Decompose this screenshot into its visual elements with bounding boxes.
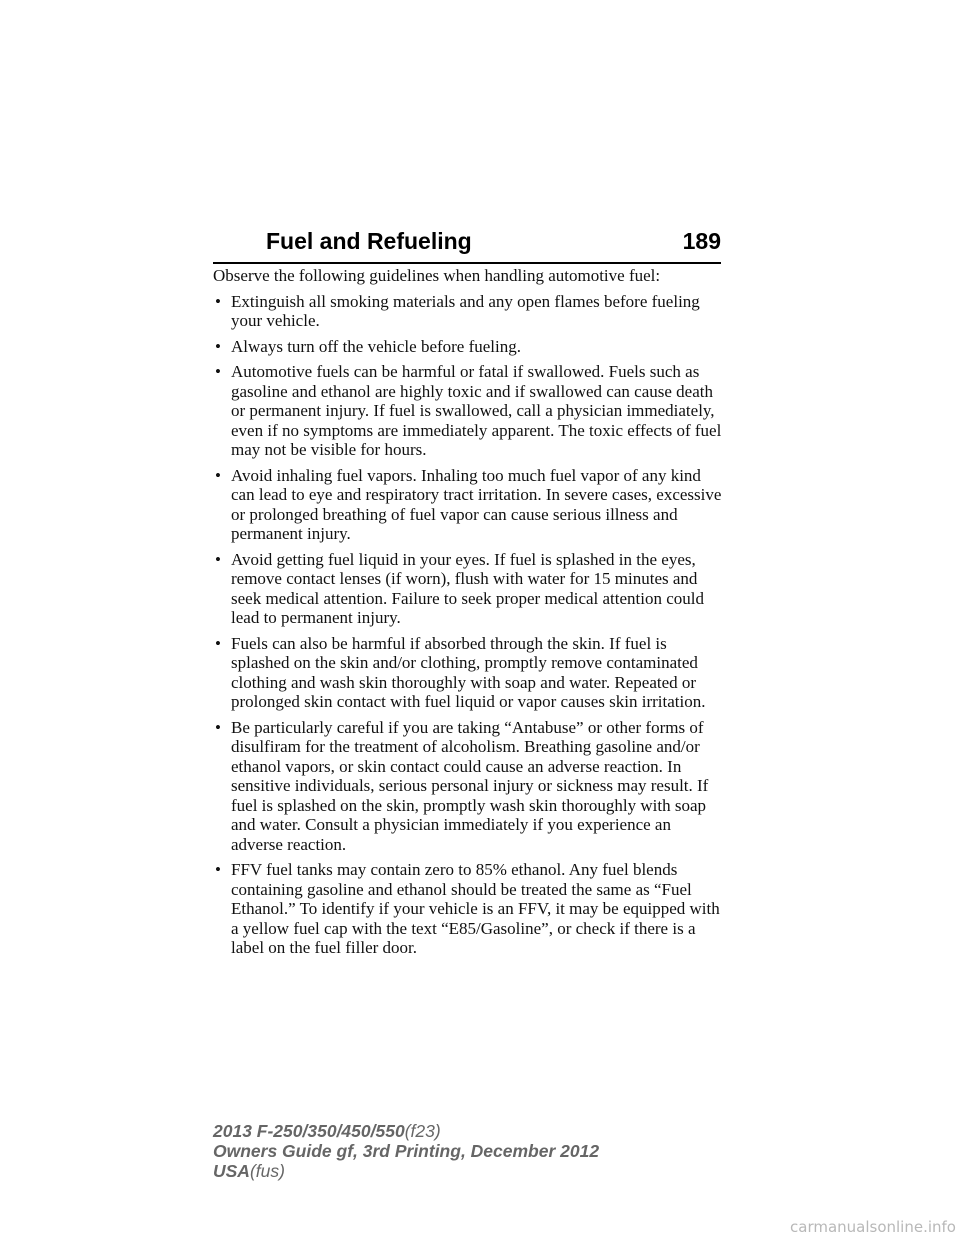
list-item-text: Avoid inhaling fuel vapors. Inhaling too much fuel vapor of any kind can lead to eye and respiratory tract irritation. In severe cases, excessive or prolonged breathing of fuel vapor can cause serious illness and permanent injury. xyxy=(231,465,722,543)
footer-market: USA xyxy=(213,1161,250,1181)
page-footer xyxy=(213,1121,599,1181)
intro-paragraph: Observe the following guidelines when handling automotive fuel: xyxy=(213,266,661,285)
list-item xyxy=(213,718,723,855)
watermark-text: carmanualsonline.info xyxy=(790,1218,956,1236)
list-item-text: Be particularly careful if you are taking “Antabuse” or other forms of disulfiram for the treatment of alcoholism. Breathing gasoline and/or ethanol vapors, or skin contact could cause an adverse reaction. In sensitive individuals, serious personal injury or sickness may result. If fuel is splashed on the skin, promptly wash skin thoroughly with soap and water. Consult a physician immediately if you experience an adverse reaction. xyxy=(231,717,709,854)
footer-model-code: (f23) xyxy=(404,1121,441,1141)
page-header xyxy=(213,226,721,260)
guidelines-list xyxy=(213,292,723,958)
footer-model: 2013 F-250/350/450/550 xyxy=(213,1121,405,1141)
list-item xyxy=(213,466,723,544)
section-title: Fuel and Refueling xyxy=(266,228,472,254)
list-item xyxy=(213,860,723,958)
list-item xyxy=(213,362,723,460)
list-item-text: FFV fuel tanks may contain zero to 85% ethanol. Any fuel blends containing gasoline and ethanol should be treated the same as “Fuel Ethanol.” To identify if your vehicle is an FFV, it may be equipped with a yellow fuel cap with the text “E85/Gasoline”, or check if there is a label on the fuel filler door. xyxy=(231,860,720,957)
footer-printing-line: Owners Guide gf, 3rd Printing, December 2012 xyxy=(213,1141,600,1161)
footer-market-line xyxy=(213,1161,599,1181)
bullet-icon: • xyxy=(215,860,221,879)
footer-market-code: (fus) xyxy=(249,1161,285,1181)
list-item-text: Always turn off the vehicle before fueling. xyxy=(231,336,522,356)
list-item xyxy=(213,550,723,628)
body-content xyxy=(213,266,723,964)
bullet-icon: • xyxy=(215,362,221,381)
list-item-text: Automotive fuels can be harmful or fatal if swallowed. Fuels such as gasoline and ethanol are highly toxic and if swallowed can cause death or permanent injury. If fuel is swallowed, call a physician immediately, even if no symptoms are immediately apparent. The toxic effects of fuel may not be visible for hours. xyxy=(231,362,722,459)
header-divider xyxy=(213,262,721,264)
bullet-icon: • xyxy=(215,465,221,485)
bullet-icon: • xyxy=(215,336,221,356)
list-item-text: Extinguish all smoking materials and any open flames before fueling your vehicle. xyxy=(231,291,700,330)
footer-model-line xyxy=(213,1121,599,1141)
bullet-icon: • xyxy=(215,633,221,653)
list-item xyxy=(213,634,723,712)
page-number: 189 xyxy=(682,228,721,254)
list-item-text: Fuels can also be harmful if absorbed through the skin. If fuel is splashed on the skin and/or clothing, promptly remove contaminated clothing and wash skin thoroughly with soap and water. Repeated or prolonged skin contact with fuel liquid or vapor causes skin irritation. xyxy=(231,633,706,711)
list-item xyxy=(213,292,723,331)
bullet-icon: • xyxy=(215,549,221,569)
bullet-icon: • xyxy=(215,291,221,311)
list-item-text: Avoid getting fuel liquid in your eyes. If fuel is splashed in the eyes, remove contact lenses (if worn), flush with water for 15 minutes and seek medical attention. Failure to seek proper medical attention could lead to permanent injury. xyxy=(231,549,705,627)
list-item xyxy=(213,337,723,357)
bullet-icon: • xyxy=(215,717,221,737)
